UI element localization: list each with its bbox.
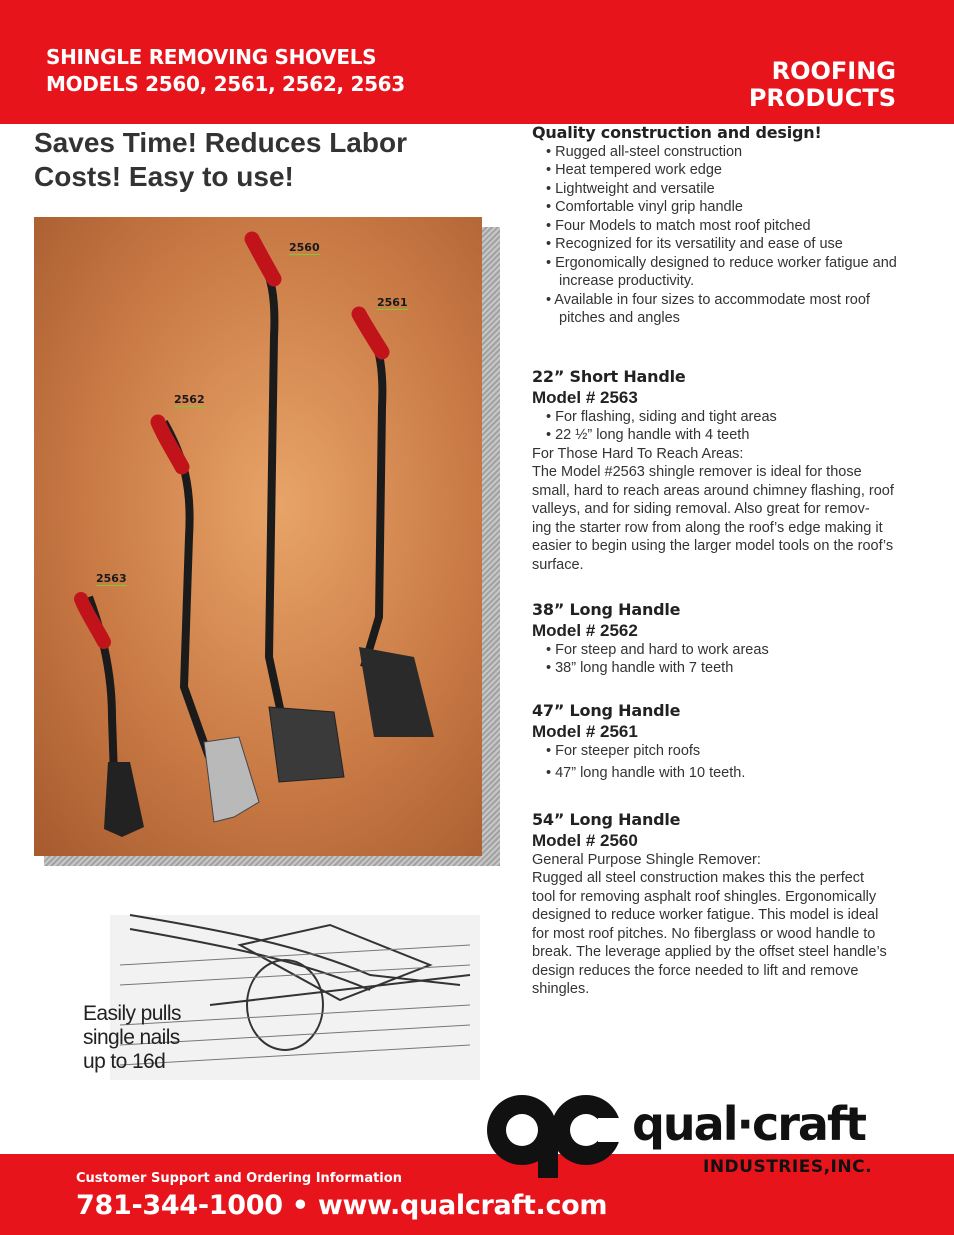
model-2560-desc-line: tool for removing asphalt roof shingles. Ergonomically: [532, 888, 877, 905]
model-2563-desc-line: easier to begin using the larger model tools on the roof’s: [532, 538, 894, 554]
model-2563-bullet: • 22 ½” long handle with 4 teeth: [546, 427, 750, 443]
header-title-line1: SHINGLE REMOVING SHOVELS: [46, 45, 377, 69]
quality-section: [532, 124, 937, 328]
model-2562-number: Model # 2562: [532, 620, 638, 640]
model-2563-heading: 22” Short Handle: [532, 367, 686, 386]
model-2560-desc-line: for most roof pitches. No fiberglass or wood handle to: [532, 925, 876, 942]
logo-wordmark: qual·craft: [632, 1097, 865, 1151]
shovel-2563: [81, 597, 144, 837]
label-2560: 2560: [289, 241, 320, 254]
sketch-caption: [83, 1002, 181, 1074]
footer-support-label: Customer Support and Ordering Information: [76, 1171, 402, 1186]
model-2563-desc-line: valleys, and for siding removal. Also great for remov-: [532, 501, 870, 517]
model-2562-bullet: • 38” long handle with 7 teeth: [546, 660, 734, 676]
model-2563-desc-line: The Model #2563 shingle remover is ideal for those: [532, 464, 862, 480]
logo-subtitle: INDUSTRIES,INC.: [703, 1157, 873, 1177]
model-2561-bullet: • 47” long handle with 10 teeth.: [546, 765, 746, 781]
sketch-caption-line2: single nails: [83, 1026, 180, 1049]
footer-contact[interactable]: 781-344-1000 • www.qualcraft.com: [76, 1190, 608, 1221]
label-2561: 2561: [377, 296, 408, 309]
quality-bullet: • Four Models to match most roof pitched: [546, 217, 811, 234]
model-2560-number: Model # 2560: [532, 830, 638, 850]
model-2561-section: [532, 702, 937, 783]
model-2563-section: [532, 368, 937, 574]
model-2560-subheading: General Purpose Shingle Remover:: [532, 851, 761, 868]
model-2562-section: [532, 601, 937, 678]
quality-bullet-cont: pitches and angles: [559, 310, 680, 326]
label-2563: 2563: [96, 572, 127, 585]
model-2560-heading: 54” Long Handle: [532, 810, 681, 829]
model-2561-heading: 47” Long Handle: [532, 701, 681, 720]
label-2562: 2562: [174, 393, 205, 406]
header-title: [46, 44, 405, 98]
quality-bullet-cont: increase productivity.: [559, 273, 695, 289]
shovel-2562: [158, 422, 259, 822]
sketch-caption-line1: Easily pulls: [83, 1002, 181, 1025]
model-2563-subheading: For Those Hard To Reach Areas:: [532, 445, 744, 462]
model-2560-desc-line: Rugged all steel construction makes this the perfect: [532, 870, 865, 886]
model-2561-number: Model # 2561: [532, 721, 638, 741]
model-2563-desc-line: small, hard to reach areas around chimney flashing, roof: [532, 482, 894, 499]
sketch-caption-line3: up to 16d: [83, 1050, 166, 1073]
quality-heading: Quality construction and design!: [532, 123, 822, 142]
model-2563-desc-line: surface.: [532, 556, 584, 573]
model-2560-desc-line: design reduces the force needed to lift and remove: [532, 962, 859, 979]
shovel-2560: [252, 239, 344, 782]
model-2560-desc-line: shingles.: [532, 981, 590, 997]
model-2560-desc-line: break. The leverage applied by the offset steel handle’s: [532, 944, 887, 960]
model-2563-desc-line: ing the starter row from along the roof’s edge making it: [532, 519, 883, 536]
quality-bullet: • Rugged all-steel construction: [546, 143, 743, 160]
quality-bullet: • Heat tempered work edge: [546, 162, 722, 178]
model-2560-section: [532, 811, 937, 999]
model-2563-number: Model # 2563: [532, 387, 638, 407]
model-2562-bullet: • For steep and hard to work areas: [546, 641, 769, 658]
quality-bullet: • Comfortable vinyl grip handle: [546, 199, 743, 215]
model-2563-bullet: • For flashing, siding and tight areas: [546, 408, 777, 425]
product-photo: [34, 217, 482, 856]
shovels-illustration: [34, 217, 482, 856]
header-title-line2: MODELS 2560, 2561, 2562, 2563: [46, 72, 405, 96]
model-2560-desc-line: designed to reduce worker fatigue. This model is ideal: [532, 907, 879, 923]
tagline: [34, 126, 454, 194]
model-2562-heading: 38” Long Handle: [532, 600, 681, 619]
quality-bullet: • Available in four sizes to accommodate most roof: [546, 291, 870, 308]
header-category: [749, 58, 896, 112]
model-2561-bullet: • For steeper pitch roofs: [546, 742, 701, 759]
header-category-line1: ROOFING: [771, 57, 896, 85]
quality-bullet: • Recognized for its versatility and ease of use: [546, 236, 843, 252]
tagline-line2: Costs! Easy to use!: [34, 161, 294, 192]
quality-bullet: • Ergonomically designed to reduce worker fatigue and: [546, 254, 897, 271]
tagline-line1: Saves Time! Reduces Labor: [34, 127, 407, 158]
header-category-line2: PRODUCTS: [748, 84, 896, 112]
shovel-2561: [359, 314, 434, 737]
quality-bullet: • Lightweight and versatile: [546, 180, 715, 197]
